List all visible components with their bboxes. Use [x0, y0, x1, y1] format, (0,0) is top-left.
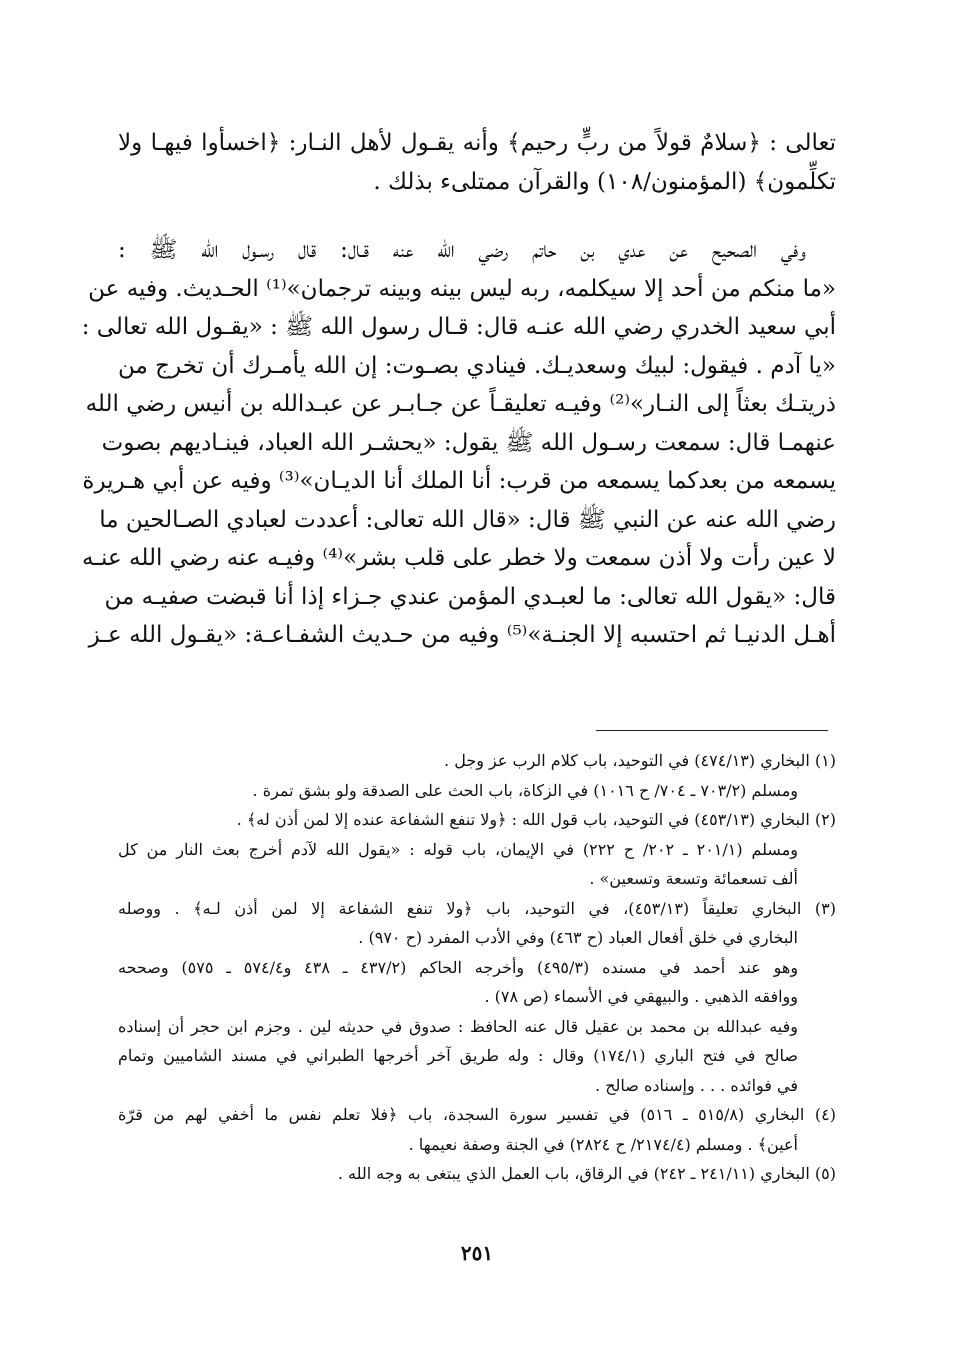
- footnote-divider: [596, 730, 828, 731]
- paragraph-1: [118, 124, 836, 201]
- text-line: يسمعه من بعدكما يسمعه من قرب: أنا الملك أنا الديـان»⁽³⁾ وفيه عن أبي هـريرة: [82, 468, 836, 494]
- footnote-line: وفيه عبدالله بن محمد بن عقيل قال عنه الحافظ : صدوق في حديثه لين . وجزم ابن حجر أن إسناده: [118, 1016, 798, 1036]
- footnote-line: (٥) البخاري (٢٤١/١١ ـ ٢٤٢) في الرقاق، باب العمل الذي يبتغى به وجه الله .: [337, 1164, 836, 1183]
- footnote-line: (١) البخاري (٤٧٤/١٣) في التوحيد، باب كلام الرب عز وجل .: [444, 751, 836, 770]
- footnote-line: ومسلم (٧٠٣/٢ ـ ٧٠٤/ ح ١٠١٦) في الزكاة، باب الحث على الصدقة ولو بشق تمرة .: [252, 780, 798, 800]
- footnote-line: وهو عند أحمد في مسنده (٤٩٥/٣) وأخرجه الحاكم (٤٣٧/٢ ـ ٤٣٨ و٥٧٤/٤ ـ ٥٧٥) وصححه: [118, 957, 799, 977]
- text-line: لا عين رأت ولا أذن سمعت ولا خطر على قلب بشر»⁽⁴⁾ وفيـه عنه رضي الله عنـه: [81, 545, 836, 571]
- text-line: رضي الله عنه عن النبي ﷺ قال: «قال الله تعالى: أعددت لعبادي الصـالحين ما: [99, 506, 836, 533]
- paragraph-2: [81, 231, 836, 655]
- main-text: [81, 124, 836, 655]
- footnote-line: في فوائده . . . وإسناده صالح .: [595, 1075, 798, 1095]
- footnote-line: البخاري في خلق أفعال العباد (ح ٤٦٣) وفي الأدب المفرد (ح ٩٧٠) .: [358, 928, 798, 947]
- text-line: تكلِّمون﴾ (المؤمنون/١٠٨) والقرآن ممتلىء بذلك .: [373, 168, 836, 195]
- text-line: عنهمـا قال: سمعت رسـول الله ﷺ يقول: «يحشـر الله العباد، فينـاديهم بصوت: [101, 429, 836, 456]
- text-line: وفي الصحيح عن عدي بن حاتم رضي الله عنه قـال: قال رسـول الله ﷺ :: [118, 237, 806, 263]
- text-line: ذريتـك بعثاً إلى النـار»⁽²⁾ وفيـه تعليقـاً عن جـابـر عن عبـدالله بن أنيس رضي الله: [85, 391, 836, 417]
- footnote-line: صالح في فتح الباري (١٧٤/١) وقال : وله طريق آخر أخرجها الطبراني في مسند الشاميين وتمام: [118, 1046, 799, 1065]
- footnote-line: (٣) البخاري تعليقاً (٤٥٣/١٣)، في التوحيد، باب ﴿ولا تنفع الشفاعة إلا لمن أذن لـه﴾ . ووصله: [118, 898, 837, 918]
- footnote-line: ألف تسعمائة وتسعة وتسعين» .: [589, 869, 798, 888]
- footnotes: [118, 746, 836, 1189]
- text-line: أهـل الدنيـا ثم احتسبه إلا الجنـة»⁽⁵⁾ وفيه من حـديث الشفـاعـة: «يقـول الله عـز: [88, 622, 836, 648]
- footnote-line: ووافقه الذهبي . والبيهقي في الأسماء (ص ٧٨) .: [484, 987, 798, 1006]
- text-line: أبي سعيد الخدري رضي الله عنـه قال: قـال رسول الله ﷺ : «يقـول الله تعالى :: [81, 314, 836, 340]
- footnote-line: (٢) البخاري (٤٥٣/١٣) في التوحيد، باب قول الله : ﴿ولا تنفع الشفاعة عنده إلا لمن أذن له﴾ .: [236, 810, 836, 829]
- text-line: «ما منكم من أحد إلا سيكلمه، ربه ليس بينه وبينه ترجمان»⁽¹⁾ الحـديث. وفيه عن: [88, 275, 836, 302]
- footnote-line: أعين﴾ . ومسلم (٢١٧٤/٤/ ح ٢٨٢٤) في الجنة وصفة نعيمها .: [408, 1134, 798, 1154]
- page-number: ٢٥١: [460, 1241, 494, 1265]
- text-line: قال: «يقول الله تعالى: ما لعبـدي المؤمن عندي جـزاء إذا أنا قبضت صفيـه من: [104, 583, 836, 610]
- text-line: تعالى : ﴿سلامٌ قولاً من ربٍّ رحيم﴾ وأنه يقـول لأهل النـار: ﴿اخسأوا فيهـا ولا: [118, 130, 836, 156]
- paragraph-gap: [118, 201, 836, 231]
- footnote-line: ومسلم (٢٠١/١ ـ ٢٠٢/ ح ٢٢٢) في الإيمان، باب قوله : «يقول الله لآدم أخرج بعث النار من كل: [118, 839, 798, 859]
- text-line: «يا آدم . فيقول: لبيك وسعديـك. فينادي بصـوت: إن الله يأمـرك أن تخرج من: [118, 352, 836, 379]
- footnote-line: (٤) البخاري (٥١٥/٨ ـ ٥١٦) في تفسير سورة السجدة، باب ﴿فلا تعلم نفس ما أخفي لهم من قرّة: [118, 1105, 837, 1124]
